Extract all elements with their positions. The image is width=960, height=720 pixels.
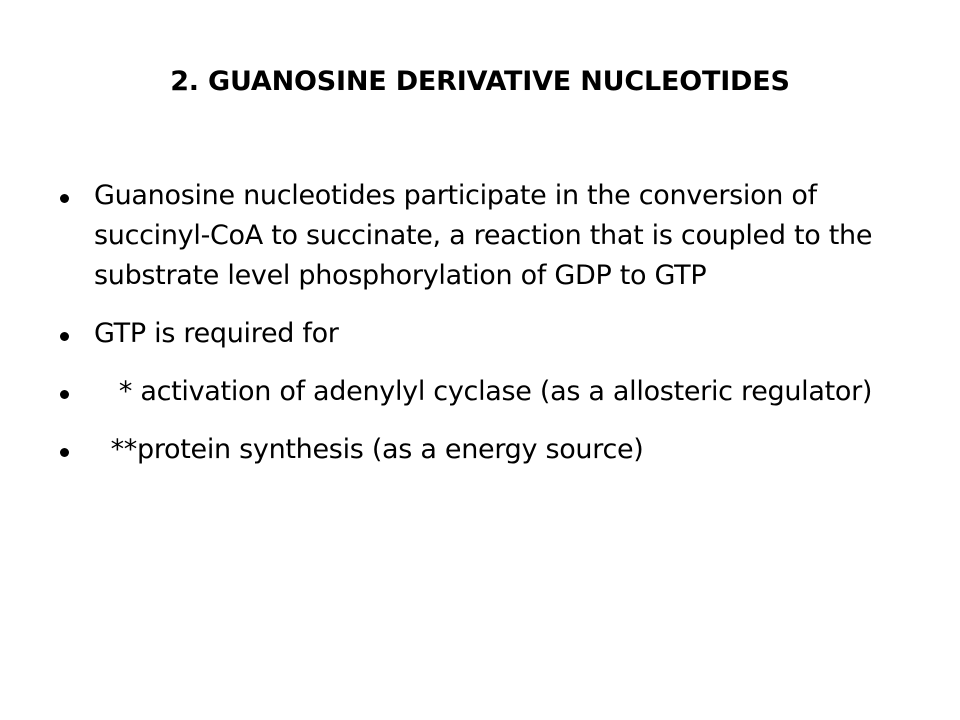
- bullet-dot-icon: [60, 390, 69, 399]
- bullet-text: **protein synthesis (as a energy source): [94, 434, 644, 465]
- bullet-dot-icon: [60, 332, 69, 341]
- bullet-text: Guanosine nucleotides participate in the conversion of succinyl-CoA to succinate, a reaction that is coupled to the substrate level phosphorylation of GDP to GTP: [94, 180, 881, 291]
- bullet-item-4: [58, 430, 908, 470]
- bullet-text: * activation of adenylyl cyclase (as a allosteric regulator): [94, 376, 873, 407]
- slide-title: 2. GUANOSINE DERIVATIVE NUCLEOTIDES: [170, 66, 790, 97]
- bullet-dot-icon: [60, 194, 69, 203]
- bullet-item-3: [58, 372, 908, 412]
- bullet-text: GTP is required for: [94, 318, 339, 349]
- bullet-item-2: [58, 314, 908, 354]
- bullet-dot-icon: [60, 448, 69, 457]
- bullet-item-1: [58, 176, 908, 296]
- bullet-list: [58, 176, 908, 488]
